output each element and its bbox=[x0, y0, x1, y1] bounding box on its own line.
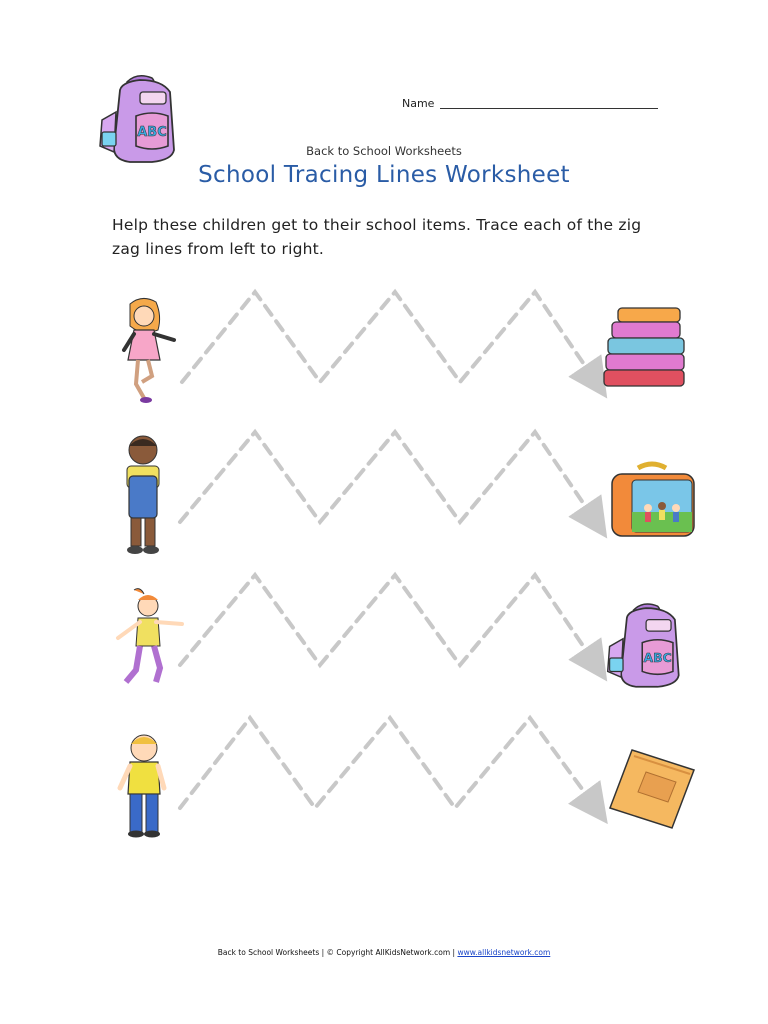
zigzag-line-3[interactable] bbox=[180, 575, 596, 665]
lunchbox-icon bbox=[608, 460, 698, 542]
footer-copyright: © Copyright AllKidsNetwork.com bbox=[326, 948, 451, 957]
name-label: Name bbox=[402, 97, 435, 110]
zigzag-line-2[interactable] bbox=[180, 432, 596, 522]
footer-separator: | bbox=[319, 948, 327, 957]
notebook-icon bbox=[606, 746, 698, 830]
zigzag-line-1[interactable] bbox=[182, 292, 596, 382]
zigzag-line-4[interactable] bbox=[180, 718, 596, 808]
girl-jumping-icon bbox=[112, 586, 192, 696]
footer-separator: | bbox=[450, 948, 458, 957]
girl-pink-dress-icon bbox=[112, 296, 192, 406]
svg-text:ABC: ABC bbox=[137, 125, 167, 140]
svg-text:ABC: ABC bbox=[643, 649, 672, 665]
backpack-icon bbox=[600, 600, 696, 692]
footer bbox=[0, 948, 768, 957]
worksheet-subtitle: Back to School Worksheets bbox=[306, 144, 462, 158]
boy-yellow-shirt-icon bbox=[112, 730, 176, 840]
footer-site-link[interactable]: www.allkidsnetwork.com bbox=[457, 948, 551, 957]
stack-of-books-icon bbox=[600, 300, 690, 390]
worksheet-title: School Tracing Lines Worksheet bbox=[198, 162, 570, 188]
boy-overalls-icon bbox=[115, 432, 175, 558]
instructions-text: Help these children get to their school items. Trace each of the zig zag lines from left to right. bbox=[112, 216, 642, 258]
footer-worksheets-text: Back to School Worksheets bbox=[217, 948, 320, 957]
